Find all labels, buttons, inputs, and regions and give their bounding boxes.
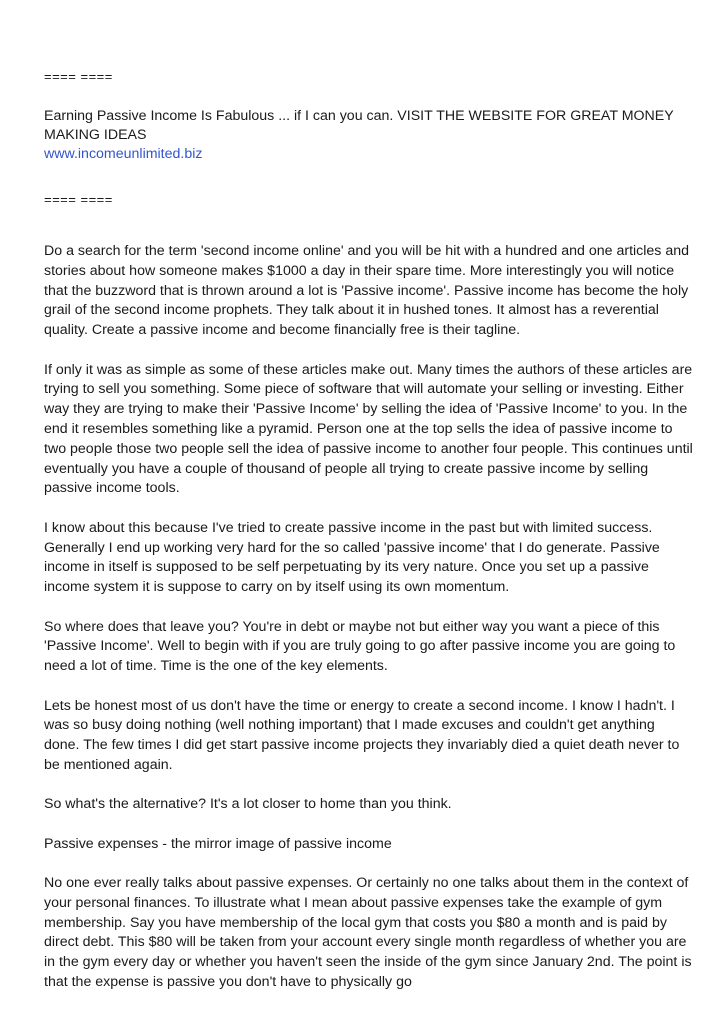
separator-bottom: ==== ==== — [44, 192, 113, 207]
paragraph: No one ever really talks about passive expenses. Or certainly no one talks about them in the context of your personal finances. To illustrate what I mean about passive expenses take the example of gym membership. Say you have membership of the local gym that costs you $80 a month and is paid by direct debt. This $80 will be taken from your account every single month regardless of whether you are in the gym every day or whether you haven't seen the inside of the gym since January 2nd. The point is that the expense is passive you don't have to physically go — [44, 875, 692, 991]
section-heading: Passive expenses - the mirror image of passive income — [44, 835, 392, 852]
paragraph: Do a search for the term 'second income online' and you will be hit with a hundred and one articles and stories about how someone makes $1000 a day in their spare time. More interestingly you will notice that the buzzword that is thrown around a lot is 'Passive income'. Passive income has become the holy grail of the second income prophets. They talk about it in hushed tones. It almost has a reverential quality. Create a passive income and become financially free is their tagline. — [44, 243, 690, 339]
paragraph: If only it was as simple as some of these articles make out. Many times the authors of these articles are trying to sell you something. Some piece of software that will automate your selling or investing. Either way they are trying to make their 'Passive Income' by selling the idea of 'Passive Income' to you. In the end it resembles something like a pyramid. Person one at the top sells the idea of passive income to two people those two people sell the idea of passive income to another four people. This continues until eventually you have a couple of thousand of people all trying to create passive income by selling passive income tools. — [44, 361, 693, 497]
website-link[interactable]: www.incomeunlimited.biz — [44, 146, 203, 162]
paragraph: So what's the alternative? It's a lot closer to home than you think. — [44, 796, 452, 813]
paragraph: I know about this because I've tried to create passive income in the past but with limited success. Generally I end up working very hard for the so called 'passive income' that I do generate. Passive income in itself is supposed to be self perpetuating by its very nature. Once you set up a passive income system it is suppose to carry on by itself using its own momentum. — [44, 519, 660, 596]
paragraph: Lets be honest most of us don't have the time or energy to create a second income. I know I hadn't. I was so busy doing nothing (well nothing important) that I made excuses and couldn't get anything done. The few times I did get start passive income projects they invariably died a quiet death never to be mentioned again. — [44, 697, 680, 773]
paragraph: So where does that leave you? You're in debt or maybe not but either way you want a piece of this 'Passive Income'. Well to begin with if you are truly going to go after passive income you are going to need a lot of time. Time is the one of the key elements. — [44, 618, 676, 675]
article-body — [44, 242, 694, 1012]
promo-header — [44, 107, 694, 164]
separator-top: ==== ==== — [44, 69, 113, 84]
promo-line: Earning Passive Income Is Fabulous ... if I can you can. VISIT THE WEBSITE FOR GREAT MONEY MAKING IDEAS — [44, 108, 674, 143]
